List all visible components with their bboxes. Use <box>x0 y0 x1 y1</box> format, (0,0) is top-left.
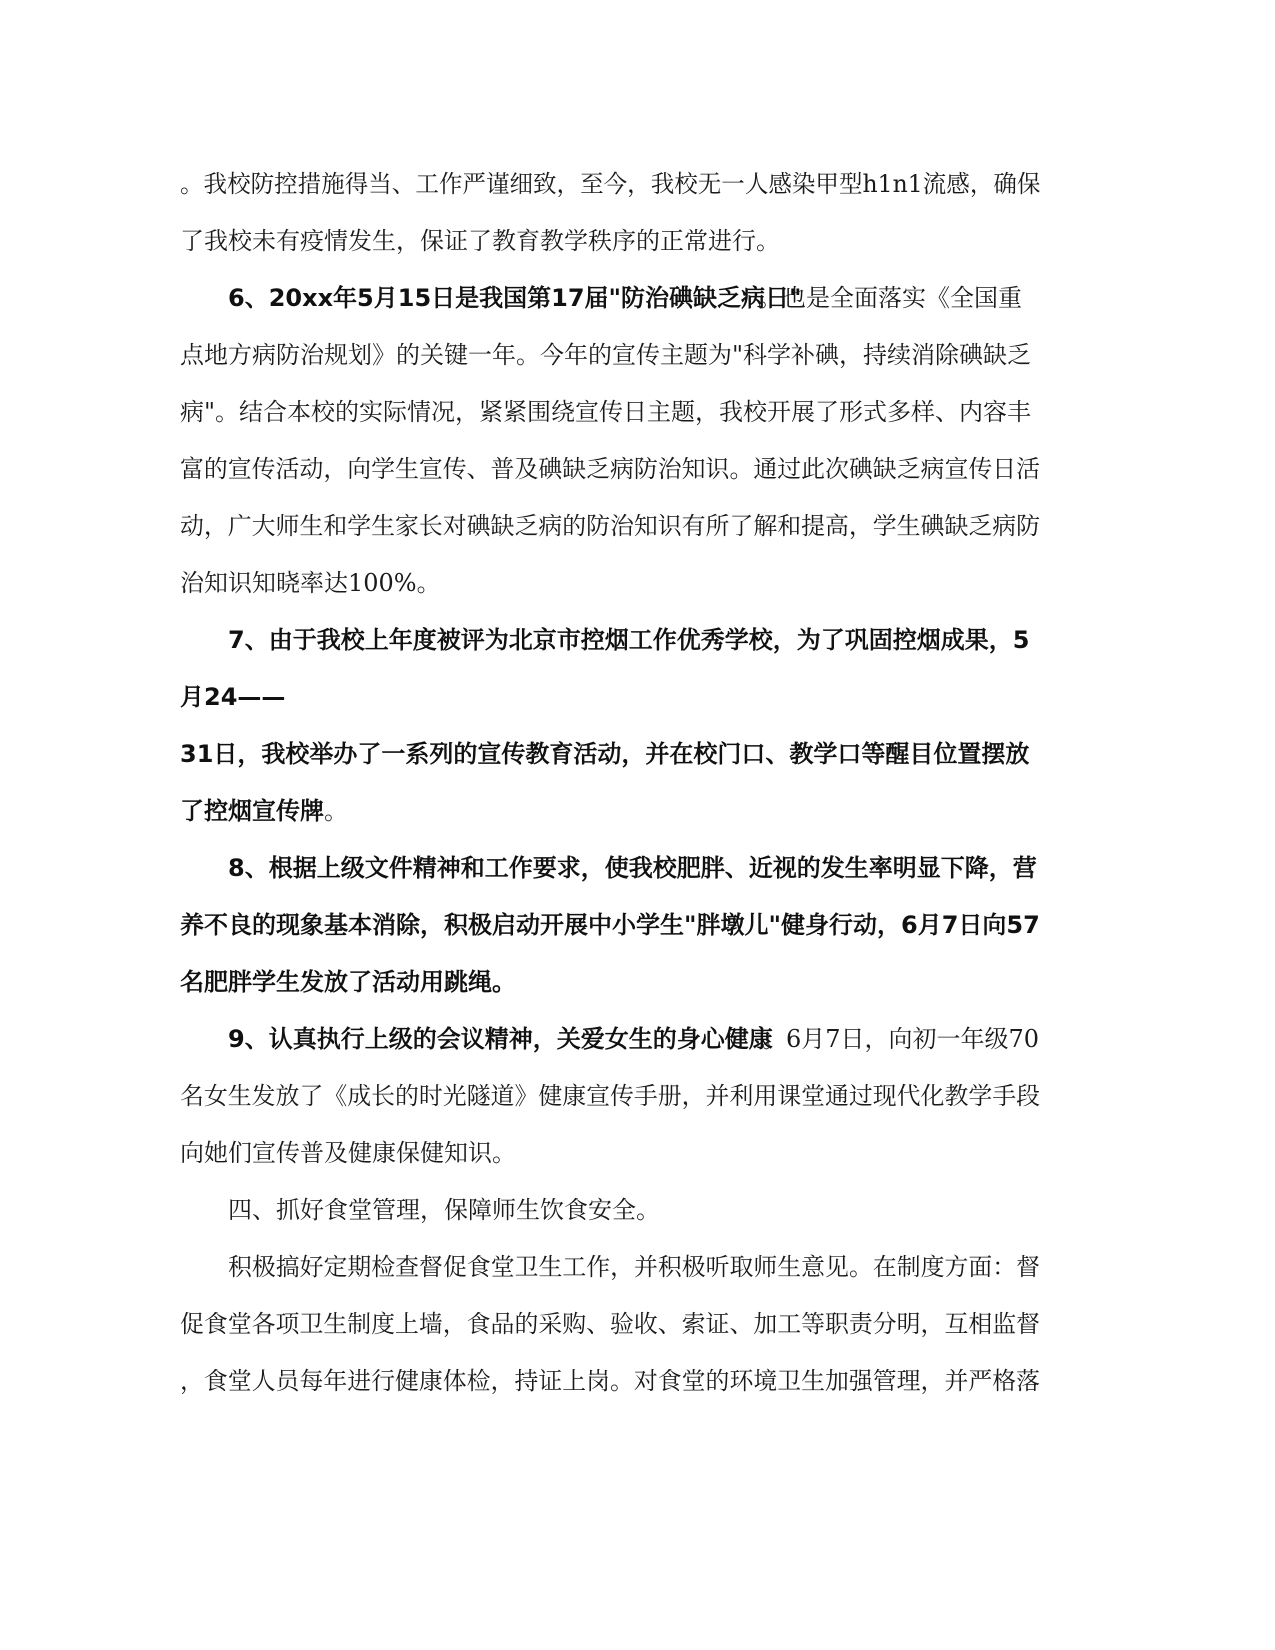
text-line <box>0 221 1275 261</box>
text-line <box>0 449 1275 489</box>
text-segment-bold: 6、20xx年5月15日是我国第17届"防治碘缺乏病日" <box>228 284 802 312</box>
text-segment: 了我校未有疫情发生，保证了教育教学秩序的正常进行。 <box>180 227 780 255</box>
text-segment: 。也是全面落实《全国重 <box>758 284 1022 312</box>
text-line <box>0 962 1275 1002</box>
text-line <box>0 563 1275 603</box>
text-segment-bold: 7、由于我校上年度被评为北京市控烟工作优秀学校，为了巩固控烟成果，5 <box>228 626 1030 654</box>
section-heading <box>0 1190 1275 1230</box>
text-line <box>0 1304 1275 1344</box>
text-line <box>0 848 1275 888</box>
text-line <box>0 734 1275 774</box>
text-segment: ，食堂人员每年进行健康体检，持证上岗。对食堂的环境卫生加强管理，并严格落 <box>180 1367 1040 1395</box>
text-segment-bold: 月24—— <box>180 683 286 711</box>
text-line <box>0 164 1275 204</box>
text-line <box>0 392 1275 432</box>
text-segment: 向她们宣传普及健康保健知识。 <box>180 1139 516 1167</box>
text-line <box>0 905 1275 945</box>
text-line <box>0 1133 1275 1173</box>
text-line <box>0 620 1275 660</box>
text-segment-bold: 8、根据上级文件精神和工作要求，使我校肥胖、近视的发生率明显下降，营 <box>228 854 1037 882</box>
text-segment-bold: 养不良的现象基本消除，积极启动开展中小学生"胖墩儿"健身行动，6月7日向57 <box>180 911 1040 939</box>
text-segment: 四、抓好食堂管理，保障师生饮食安全。 <box>228 1196 660 1224</box>
text-line <box>0 1247 1275 1287</box>
text-line <box>0 791 1275 831</box>
text-line <box>0 506 1275 546</box>
text-line <box>0 335 1275 375</box>
text-segment: 动，广大师生和学生家长对碘缺乏病的防治知识有所了解和提高，学生碘缺乏病防 <box>180 512 1040 540</box>
text-line <box>0 677 1275 717</box>
text-segment-bold: 31日，我校举办了一系列的宣传教育活动，并在校门口、教学口等醒目位置摆放 <box>180 740 1030 768</box>
text-segment: 治知识知晓率达100%。 <box>180 569 441 597</box>
text-line <box>0 1361 1275 1401</box>
text-line <box>0 1076 1275 1116</box>
text-segment: 点地方病防治规划》的关键一年。今年的宣传主题为"科学补碘，持续消除碘缺乏 <box>180 341 1032 369</box>
text-segment: 促食堂各项卫生制度上墙，食品的采购、验收、索证、加工等职责分明，互相监督 <box>180 1310 1040 1338</box>
text-segment: 。我校防控措施得当、工作严谨细致，至今，我校无一人感染甲型h1n1流感，确保 <box>180 170 1041 198</box>
text-line <box>0 278 1275 318</box>
text-segment: 。6月7日，向初一年级70 <box>762 1025 1040 1053</box>
text-segment-bold: 名肥胖学生发放了活动用跳绳。 <box>180 968 516 996</box>
text-segment-bold: 了控烟宣传牌 <box>180 797 324 825</box>
text-segment: 富的宣传活动，向学生宣传、普及碘缺乏病防治知识。通过此次碘缺乏病宣传日活 <box>180 455 1040 483</box>
text-segment: 。 <box>324 797 348 825</box>
text-segment: 名女生发放了《成长的时光隧道》健康宣传手册，并利用课堂通过现代化教学手段 <box>180 1082 1040 1110</box>
text-segment-bold: 9、认真执行上级的会议精神，关爱女生的身心健康 <box>228 1025 773 1053</box>
text-line <box>0 1019 1275 1059</box>
text-segment: 病"。结合本校的实际情况，紧紧围绕宣传日主题，我校开展了形式多样、内容丰 <box>180 398 1032 426</box>
text-segment: 积极搞好定期检查督促食堂卫生工作，并积极听取师生意见。在制度方面：督 <box>228 1253 1040 1281</box>
